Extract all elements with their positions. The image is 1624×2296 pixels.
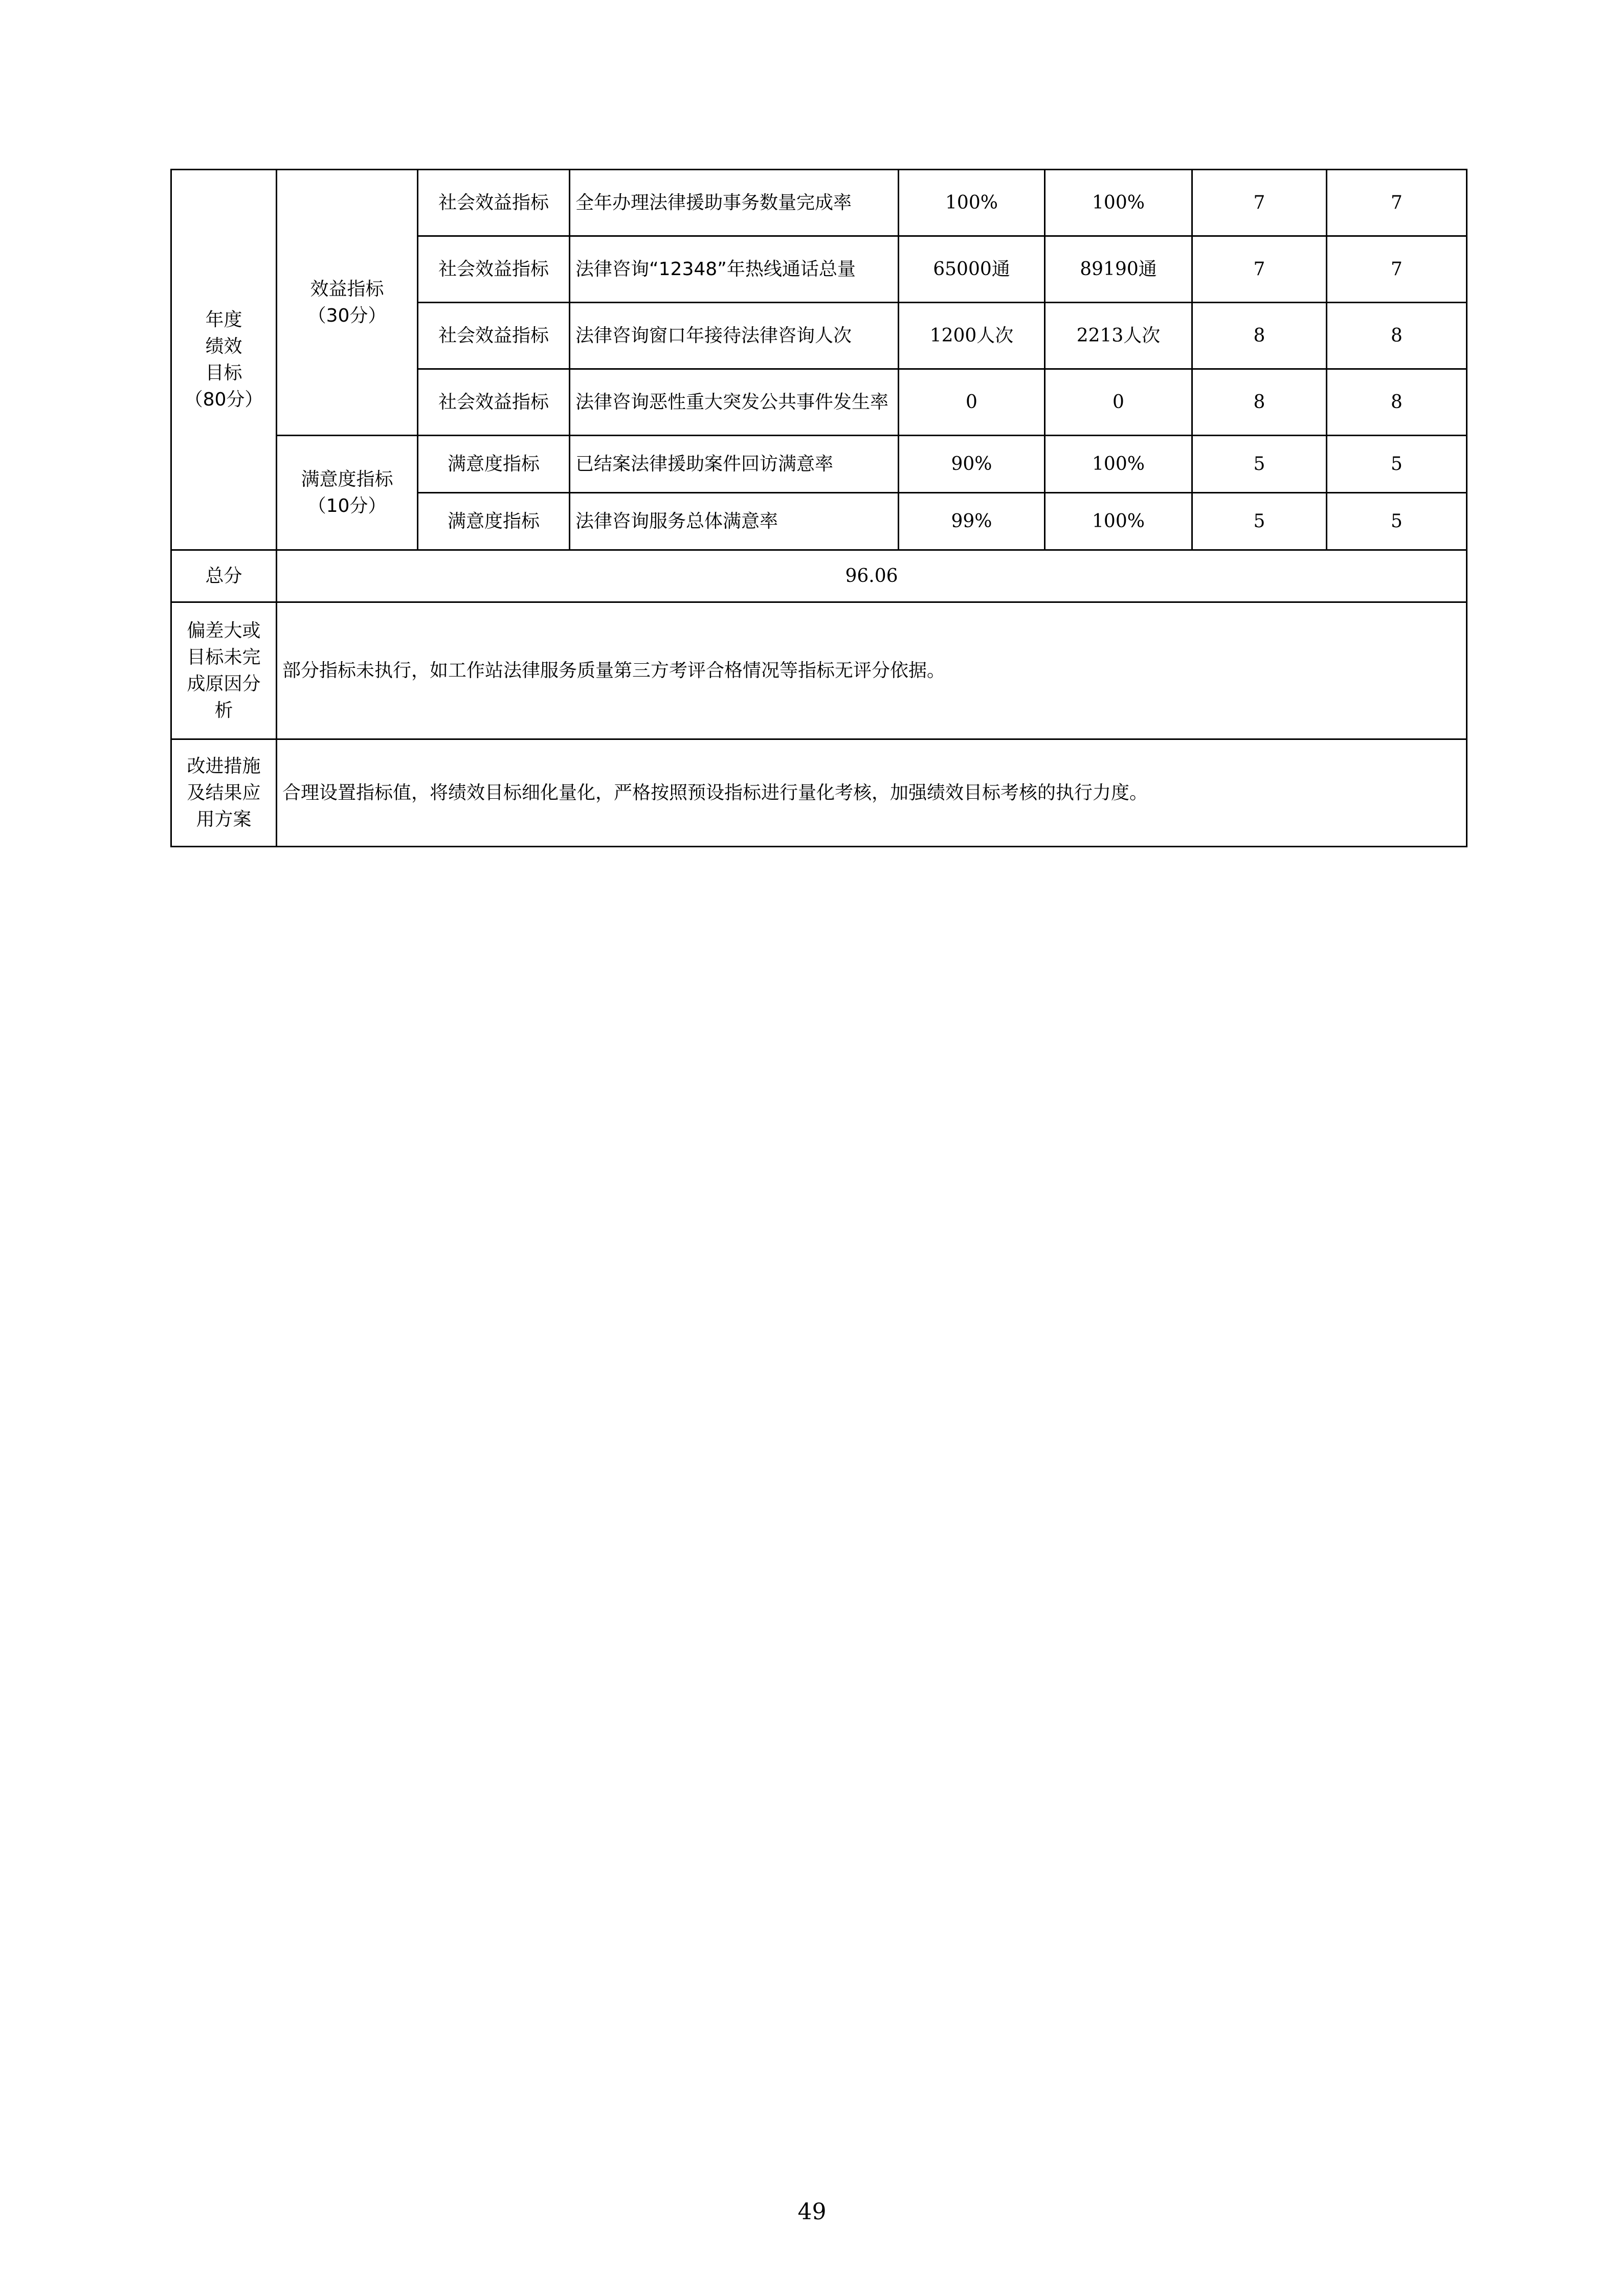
target-cell: 0 xyxy=(899,369,1045,436)
benefit-group-cell xyxy=(277,170,418,436)
group-label: 满意度指标 xyxy=(301,468,393,490)
improvement-label-line: 改进措施 xyxy=(187,755,261,777)
score-cell: 5 xyxy=(1327,493,1467,550)
indicator-cell: 全年办理法律援助事务数量完成率 xyxy=(570,170,899,236)
performance-table xyxy=(170,169,1467,847)
total-row xyxy=(171,550,1467,602)
indicator-cell: 法律咨询“12348”年热线通话总量 xyxy=(570,236,899,303)
deviation-text: 部分指标未执行，如工作站法律服务质量第三方考评合格情况等指标无评分依据。 xyxy=(277,602,1467,739)
indicator-cell: 已结案法律援助案件回访满意率 xyxy=(570,436,899,493)
score-cell: 5 xyxy=(1327,436,1467,493)
weight-cell: 7 xyxy=(1192,236,1327,303)
deviation-label-line: 析 xyxy=(214,700,233,721)
score-cell: 7 xyxy=(1327,170,1467,236)
weight-cell: 8 xyxy=(1192,303,1327,369)
actual-cell: 2213人次 xyxy=(1045,303,1192,369)
annual-goal-line: （80分） xyxy=(184,389,263,410)
actual-cell: 100% xyxy=(1045,436,1192,493)
improvement-label-line: 用方案 xyxy=(196,808,252,830)
weight-cell: 5 xyxy=(1192,436,1327,493)
total-label: 总分 xyxy=(171,550,277,602)
actual-cell: 89190通 xyxy=(1045,236,1192,303)
category-cell: 社会效益指标 xyxy=(418,369,570,436)
score-cell: 7 xyxy=(1327,236,1467,303)
annual-goal-line: 绩效 xyxy=(205,335,242,357)
target-cell: 65000通 xyxy=(899,236,1045,303)
category-cell: 社会效益指标 xyxy=(418,170,570,236)
target-cell: 1200人次 xyxy=(899,303,1045,369)
weight-cell: 5 xyxy=(1192,493,1327,550)
deviation-label-line: 成原因分 xyxy=(187,673,261,694)
weight-cell: 7 xyxy=(1192,170,1327,236)
annual-goal-line: 目标 xyxy=(205,362,242,384)
group-label: 效益指标 xyxy=(310,278,384,300)
category-cell: 社会效益指标 xyxy=(418,303,570,369)
table-row xyxy=(171,170,1467,236)
target-cell: 99% xyxy=(899,493,1045,550)
improvement-label xyxy=(171,739,277,847)
annual-goal-line: 年度 xyxy=(205,309,242,330)
actual-cell: 0 xyxy=(1045,369,1192,436)
group-score: （30分） xyxy=(307,305,387,326)
category-cell: 社会效益指标 xyxy=(418,236,570,303)
page-number: 49 xyxy=(797,2199,827,2225)
deviation-label-line: 目标未完 xyxy=(187,646,261,668)
improvement-text: 合理设置指标值，将绩效目标细化量化，严格按照预设指标进行量化考核，加强绩效目标考核的执行力度。 xyxy=(277,739,1467,847)
total-value: 96.06 xyxy=(277,550,1467,602)
indicator-cell: 法律咨询服务总体满意率 xyxy=(570,493,899,550)
group-score: （10分） xyxy=(307,495,387,516)
deviation-row xyxy=(171,602,1467,739)
score-cell: 8 xyxy=(1327,303,1467,369)
improvement-label-line: 及结果应 xyxy=(187,782,261,803)
annual-goal-cell xyxy=(171,170,277,550)
score-cell: 8 xyxy=(1327,369,1467,436)
indicator-cell: 法律咨询恶性重大突发公共事件发生率 xyxy=(570,369,899,436)
satisfaction-group-cell xyxy=(277,436,418,550)
category-cell: 满意度指标 xyxy=(418,493,570,550)
target-cell: 90% xyxy=(899,436,1045,493)
target-cell: 100% xyxy=(899,170,1045,236)
category-cell: 满意度指标 xyxy=(418,436,570,493)
weight-cell: 8 xyxy=(1192,369,1327,436)
actual-cell: 100% xyxy=(1045,170,1192,236)
deviation-label-line: 偏差大或 xyxy=(187,620,261,641)
indicator-cell: 法律咨询窗口年接待法律咨询人次 xyxy=(570,303,899,369)
deviation-label xyxy=(171,602,277,739)
actual-cell: 100% xyxy=(1045,493,1192,550)
table-row xyxy=(171,436,1467,493)
improvement-row xyxy=(171,739,1467,847)
